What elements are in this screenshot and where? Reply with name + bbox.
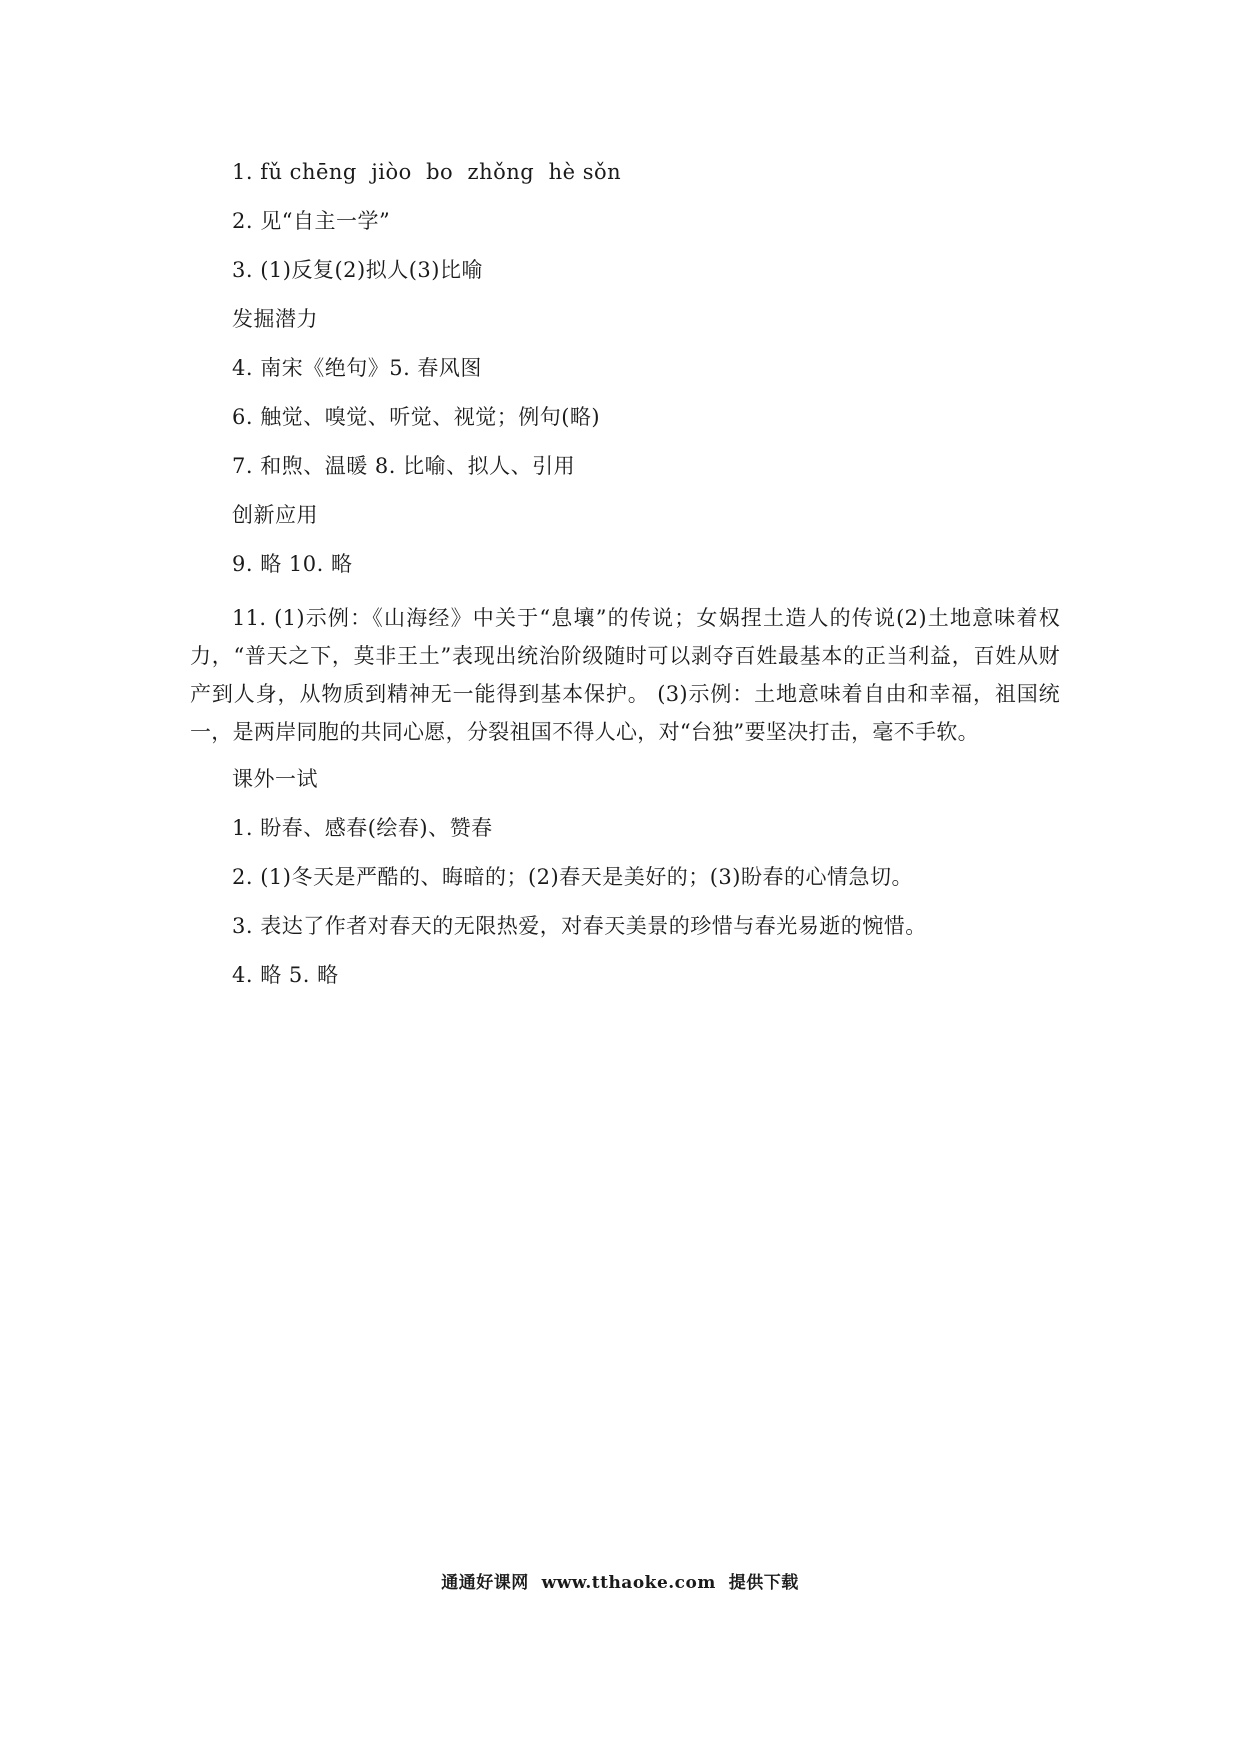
section-heading-innovation: 创新应用 <box>232 503 318 527</box>
answer-content <box>190 158 1060 1010</box>
page-footer: 通通好课网 www.tthaoke.com 提供下载 <box>441 1573 799 1593</box>
answer-11: 11. (1)示例：《山海经》中关于“息壤”的传说；女娲捏土造人的传说(2)土地意味着权力，“普天之下，莫非王土”表现出统治阶级随时可以剥夺百姓最基本的正当利益，百姓从财产到人身，从物质到精神无一能得到基本保护。 (3)示例：土地意味着自由和幸福，祖国统一，是两岸同胞的共同心愿，分裂祖国不得人心，对“台独”要坚决打击，毫不手软。 <box>190 606 1060 744</box>
extra-answer-4-5: 4. 略 5. 略 <box>232 963 339 987</box>
extra-answer-2: 2. (1)冬天是严酷的、晦暗的；(2)春天是美好的；(3)盼春的心情急切。 <box>232 865 913 889</box>
answer-9-10: 9. 略 10. 略 <box>232 552 353 576</box>
section-heading-potential: 发掘潜力 <box>232 307 318 331</box>
answer-6: 6. 触觉、嗅觉、听觉、视觉；例句(略) <box>232 405 601 429</box>
answer-4-5: 4. 南宋《绝句》5. 春风图 <box>232 356 482 380</box>
answer-3: 3. (1)反复(2)拟人(3)比喻 <box>232 258 483 282</box>
answer-1: 1. fǔ chēng jiòo bo zhǒng hè sǒn <box>232 160 622 184</box>
extra-answer-3: 3. 表达了作者对春天的无限热爱，对春天美景的珍惜与春光易逝的惋惜。 <box>232 914 927 938</box>
extra-answer-1: 1. 盼春、感春(绘春)、赞春 <box>232 816 493 840</box>
answer-7-8: 7. 和煦、温暖 8. 比喻、拟人、引用 <box>232 454 576 478</box>
section-heading-extra: 课外一试 <box>232 767 318 791</box>
answer-2: 2. 见“自主一学” <box>232 209 391 233</box>
